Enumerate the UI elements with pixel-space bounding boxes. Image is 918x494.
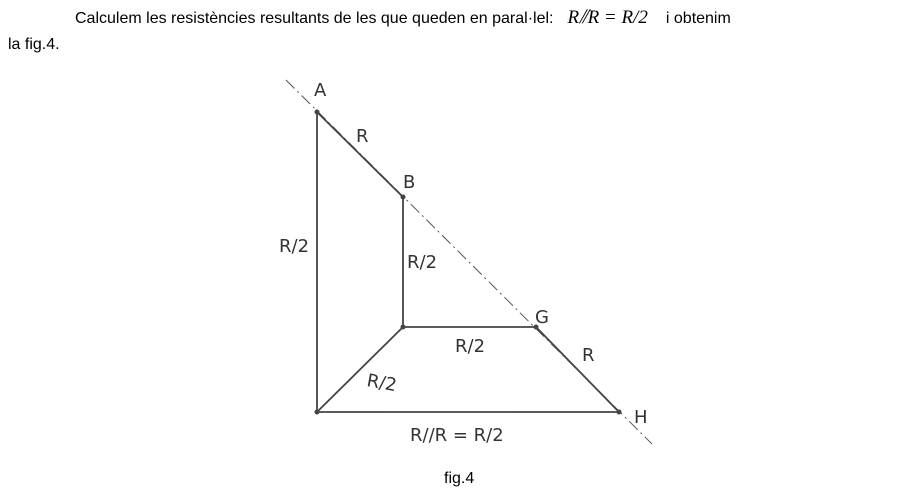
wire-a-b xyxy=(317,112,403,197)
node-a xyxy=(315,110,320,115)
label-resistor-mid: R/2 xyxy=(455,336,486,357)
label-resistor-gh: R xyxy=(582,345,595,366)
wire-g-h xyxy=(536,327,619,412)
paragraph-text: Calculem les resistències resultants de les que queden en paral·lel: xyxy=(75,10,554,27)
node-junction xyxy=(401,325,406,330)
node-h xyxy=(617,410,622,415)
figure-caption: fig.4 xyxy=(444,470,475,487)
label-g: G xyxy=(535,307,549,328)
label-a: A xyxy=(314,80,327,101)
paragraph-text-end: i obtenim xyxy=(665,10,731,27)
label-b: B xyxy=(403,172,416,193)
label-resistor-ab: R xyxy=(356,126,369,147)
wire-diagonal xyxy=(317,327,403,412)
label-resistor-bottom: R//R = R/2 xyxy=(410,425,504,446)
node-bottom-left xyxy=(315,410,320,415)
label-h: H xyxy=(634,407,648,428)
label-resistor-b-vertical: R/2 xyxy=(407,252,438,273)
label-resistor-left: R/2 xyxy=(279,236,310,257)
paragraph-line-2: la fig.4. xyxy=(8,36,60,53)
label-resistor-diagonal: R/2 xyxy=(365,370,399,397)
node-b xyxy=(401,195,406,200)
formula: R⫽R = R/2 xyxy=(567,7,648,28)
